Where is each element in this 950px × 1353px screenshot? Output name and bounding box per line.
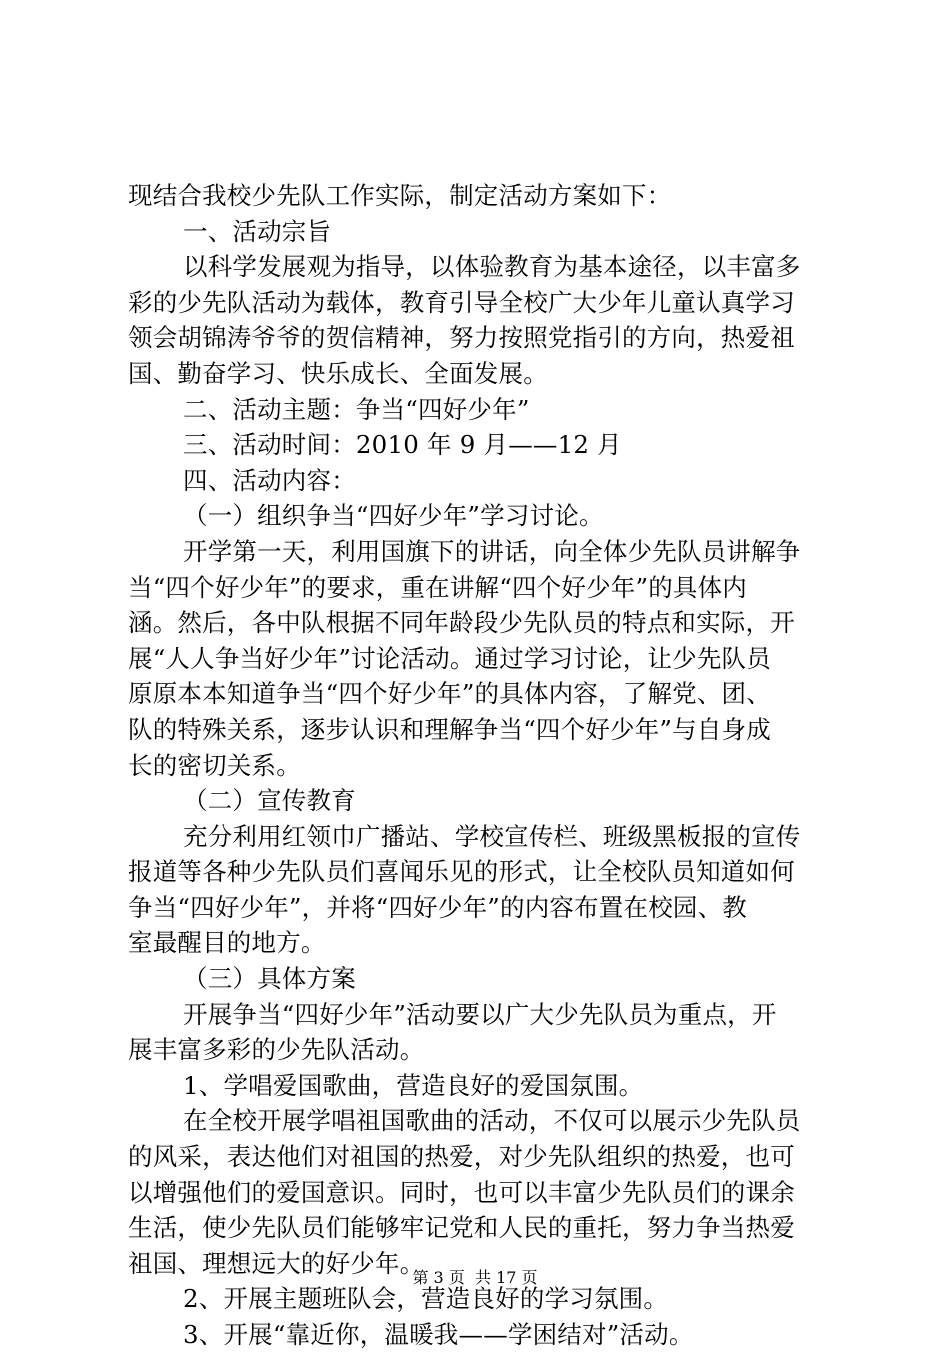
- text-line: 充分利用红领巾广播站、学校宣传栏、班级黑板报的宣传: [183, 821, 801, 851]
- text-line: 室最醒目的地方。: [128, 928, 326, 958]
- text-line: 祖国、理想远大的好少年。: [128, 1248, 425, 1278]
- text-line: 领会胡锦涛爷爷的贺信精神，努力按照党指引的方向，热爱祖: [128, 323, 795, 353]
- text-line: 二、活动主题：争当“四好少年”: [183, 394, 530, 424]
- text-line: 的风采，表达他们对祖国的热爱，对少先队组织的热爱，也可: [128, 1142, 795, 1172]
- text-line: 国、勤奋学习、快乐成长、全面发展。: [128, 358, 548, 388]
- text-line: （二）宣传教育: [183, 786, 356, 816]
- text-line: 开学第一天，利用国旗下的讲话，向全体少先队员讲解争: [183, 536, 801, 566]
- text-line: 当“四个好少年”的要求，重在讲解“四个好少年”的具体内: [128, 572, 747, 602]
- text-line: 2、开展主题班队会，营造良好的学习氛围。: [183, 1284, 669, 1314]
- text-line: 队的特殊关系，逐步认识和理解争当“四个好少年”与自身成: [128, 714, 771, 744]
- text-line: 展“人人争当好少年”讨论活动。通过学习讨论，让少先队员: [128, 643, 771, 673]
- text-line: 展丰富多彩的少先队活动。: [128, 1035, 425, 1065]
- text-line: 原原本本知道争当“四个好少年”的具体内容，了解党、团、: [128, 679, 771, 709]
- document-body: [128, 178, 828, 1353]
- text-line: 一、活动宗旨: [183, 216, 332, 246]
- text-line: 报道等各种少先队员们喜闻乐见的形式，让全校队员知道如何: [128, 857, 795, 887]
- text-line: 在全校开展学唱祖国歌曲的活动，不仅可以展示少先队员: [183, 1106, 801, 1136]
- text-line: 争当“四好少年”，并将“四好少年”的内容布置在校园、教: [128, 892, 747, 922]
- text-line: 1、学唱爱国歌曲，营造良好的爱国氛围。: [183, 1070, 644, 1100]
- text-line: 3、开展“靠近你，温暖我——学困结对”活动。: [183, 1320, 694, 1349]
- text-line: （三）具体方案: [183, 964, 356, 994]
- text-line: 以增强他们的爱国意识。同时，也可以丰富少先队员们的课余: [128, 1177, 795, 1207]
- text-line: 生活，使少先队员们能够牢记党和人民的重托，努力争当热爱: [128, 1213, 795, 1243]
- page-footer: 第 3 页 共 17 页: [412, 1268, 538, 1287]
- text-line: 以科学发展观为指导，以体验教育为基本途径，以丰富多: [183, 252, 801, 282]
- text-line: 开展争当“四好少年”活动要以广大少先队员为重点，开: [183, 999, 777, 1029]
- text-line: 现结合我校少先队工作实际，制定活动方案如下：: [128, 181, 672, 210]
- text-line: 长的密切关系。: [128, 750, 301, 780]
- text-line: （一）组织争当“四好少年”学习讨论。: [183, 501, 604, 531]
- text-line: 三、活动时间：2010 年 9 月——12 月: [183, 430, 622, 460]
- text-line: 彩的少先队活动为载体，教育引导全校广大少年儿童认真学习: [128, 287, 795, 317]
- text-line: 涵。然后，各中队根据不同年龄段少先队员的特点和实际，开: [128, 608, 795, 638]
- text-line: 四、活动内容：: [183, 465, 356, 495]
